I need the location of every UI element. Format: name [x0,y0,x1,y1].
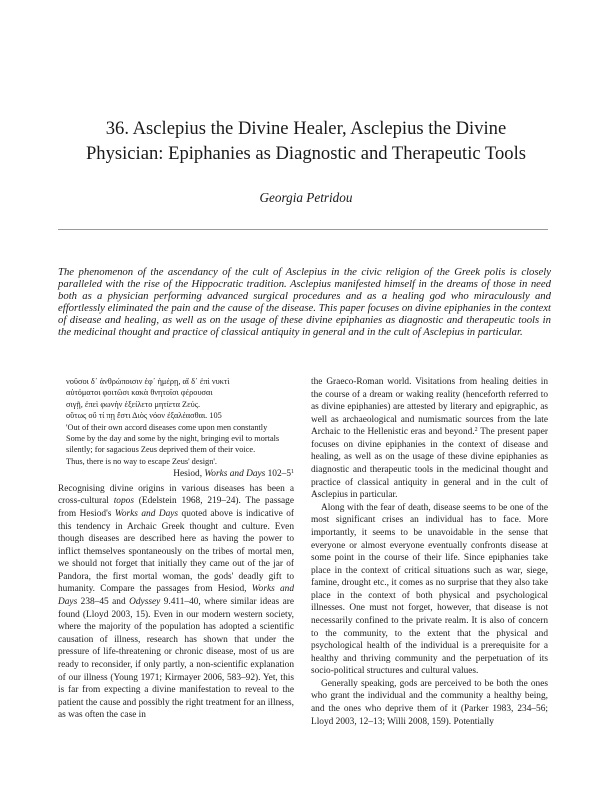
text-run: The present paper focuses on divine epiphanies in the context of disease and healing, as well as on the usage of these divine epiphanies as diagnostic and therapeutic tools in the medicinal thought and practice of classical antiquity in general and in the cult of Asclepius in particular. [311,427,548,501]
chapter-title [40,116,572,166]
citation-lines: 102–5 [265,469,291,480]
text-run: 9.411–40, where similar ideas are found (Lloyd 2003, 15). Even in our modern western society, where the majority of the population has adopted a scientific causation of illness, research has shown that under the pressure of life-threatening or chronic disease, most of us are ready to reconsider, if only partly, a non-scientific explanation of our illness (Young 1971; Kirmayer 2006, 583–92). Yet, this is far from expecting a divine manifestation to reveal to the patient the cause and possibly the right treatment for an illness, as was often the case in [58,597,294,721]
translation-line: silently; for sagacious Zeus deprived them of their voice. [66,445,256,455]
translation-line: Thus, there is no way to escape Zeus' design'. [66,456,217,466]
translation-line: Some by the day and some by the night, bringing evil to mortals [66,434,280,444]
footnote-ref[interactable]: 2 [474,427,478,434]
body-paragraph: Along with the fear of death, disease seems to be one of the most significant crises an individual has to face. More importantly, it seems to be unavoidable in the sense that everyone or almost everyone eventually confronts disease at some point in the course of their life. Since epiphanies take place in the context of critical situations such as war, siege, famine, drought etc., it comes as no surprise that they also take place in the context of both physical and psychological illnesses. One must not forget, however, that disease is not necessarily confined to the private realm. It is also of concern to the community, to the extent that the physical and psychological health of the individual is a prerequisite for a healthy and thriving community and the perpetuation of its socio-political structures and cultural values. [311,502,548,677]
text-run-italic: Odyssey [129,597,161,608]
author-name: Georgia Petridou [259,190,353,205]
greek-line: οὕτως οὔ τί πῃ ἔστι Διὸς νόον ἐξαλέασθαι. 105 [66,411,222,421]
greek-line: νοῦσοι δ᾽ ἀνθρώποισιν ἐφ᾽ ἡμέρῃ, αἳ δ᾽ ἐπὶ νυκτὶ [66,377,230,386]
body-paragraph [58,483,294,722]
body-paragraph: Generally speaking, gods are perceived to be both the ones who grant the individual and the community a healthy being, and the ones who deprive them of it (Parker 1983, 234–56; Lloyd 2003, 12–13; Willi 2008, 159). Potentially [311,678,548,727]
citation-work: Works and Days [204,469,266,480]
text-run: Recognising divine origins in various diseases has been a cross-cultural [58,483,294,507]
epigraph-translation [66,422,294,468]
chapter-title-line-1: 36. Asclepius the Divine Healer, Asclepius the Divine [105,118,507,139]
greek-line: αὐτόματοι φοιτῶσι κακὰ θνητοῖσι φέρουσαι [66,388,213,398]
text-run: 238–45 and [77,597,130,608]
title-divider [58,229,548,230]
body-paragraph [311,376,548,502]
chapter-title-line-2: Physician: Epiphanies as Diagnostic and Therapeutic Tools [85,143,527,164]
greek-epigraph [66,376,294,422]
translation-line: 'Out of their own accord diseases come upon men constantly [66,422,268,432]
abstract: The phenomenon of the ascendancy of the cult of Asclepius in the civic religion of the Greek polis is closely paralleled with the rise of the Hippocratic tradition. Asclepius manifested himself in the dreams of those in need both as a physician performing advanced surgical procedures and as a healing god who miraculously and effortlessly eliminated the pain and the cause of the disease. This paper focuses on divine epiphanies in the context of disease and healing, as well as on the usage of these divine epiphanies as diagnostic and therapeutic tools in the medicinal thought and practice of classical antiquity in general and in the cult of Asclepius in particular. [58,266,551,339]
left-column [58,376,294,722]
text-run-italic: Works and Days [114,509,179,519]
citation-author: Hesiod, [173,469,205,480]
text-run: quoted above is indicative of this tendency in Archaic Greek thought and culture. Even though diseases are described here as having the power to inflict themselves spontaneously on the tribes of mortal men, we should not forget that initially they came out of the jar of Pandora, the first mortal woman, the gods' deadly gift to humanity. Compare the passages from Hesiod, [58,509,294,595]
text-run: (Edelstein 1968, 219–24). The passage from Hesiod's [58,496,294,519]
text-run: the Graeco-Roman world. Visitations from healing deities in the course of a dream or waking reality (henceforth referred to as divine epiphanies) are attested by literary and epigraphic, as well as archaeological and numismatic sources from the late Archaic to the Hellenistic eras and beyond. [311,377,548,438]
epigraph-citation [58,468,294,481]
footnote-ref[interactable]: 1 [291,469,294,476]
greek-line: σιγῇ, ἐπεὶ φωνὴν ἐξείλετο μητίετα Ζεύς. [66,399,201,409]
right-column [311,376,548,728]
text-run-italic: topos [113,496,134,507]
text-run-italic: Works and Days [58,584,294,608]
